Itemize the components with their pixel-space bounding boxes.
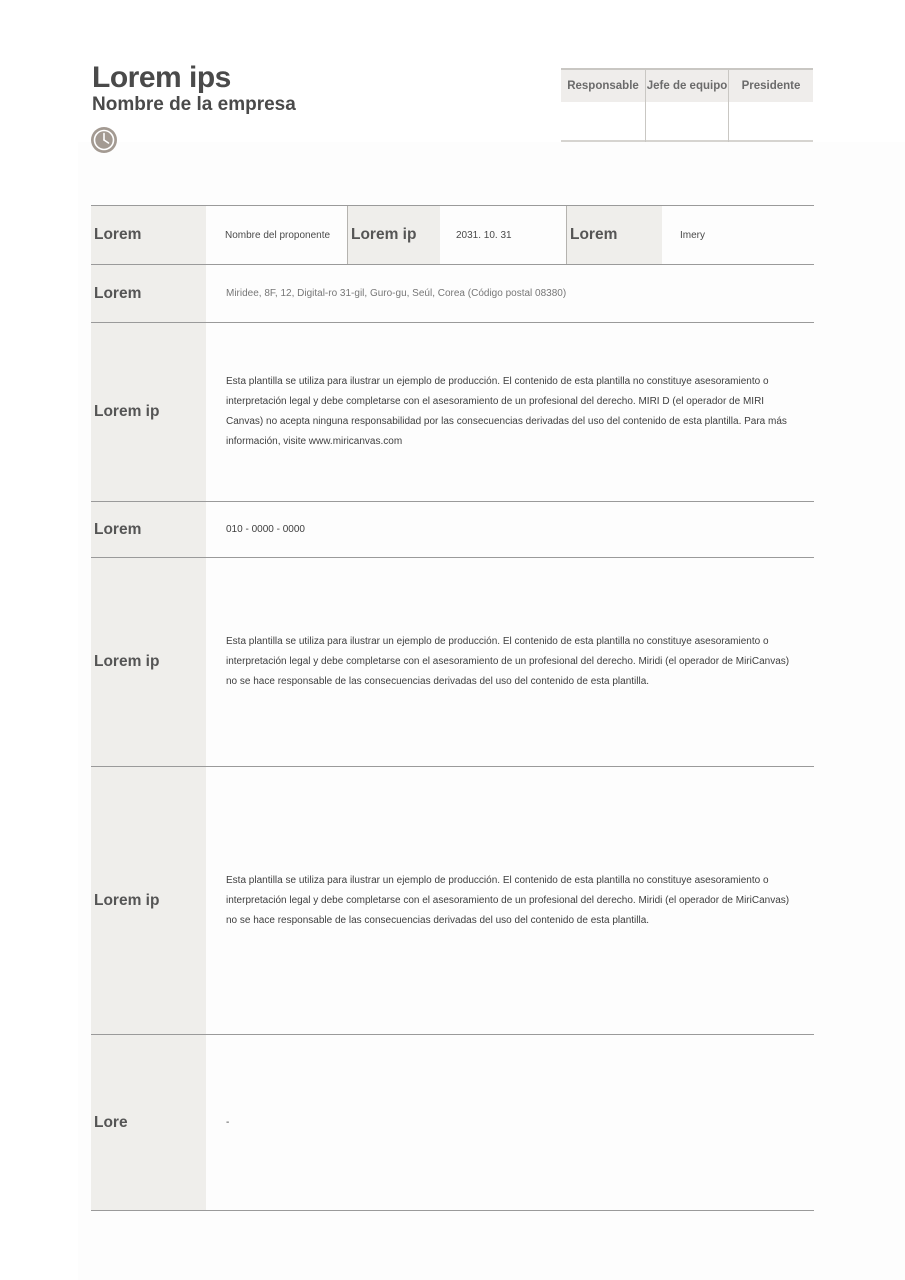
approval-col-responsable [561, 70, 645, 142]
signature-field[interactable] [729, 102, 813, 142]
field-label: Lorem [566, 206, 662, 264]
description-1-value[interactable] [206, 323, 814, 501]
field-label: Lorem ip [347, 206, 440, 264]
form-table [91, 205, 814, 1211]
form-row-description-1 [91, 323, 814, 502]
description-2-value[interactable] [206, 558, 814, 766]
notes-value[interactable]: - [226, 1116, 230, 1128]
signature-field[interactable] [561, 102, 645, 142]
clock-icon [90, 126, 118, 154]
form-row-phone [91, 502, 814, 558]
description-text: Esta plantilla se utiliza para ilustrar un ejemplo de producción. El contenido de esta plantilla no constituye asesoramiento o interpretación legal y debe completarse con el asesoramiento de un profesional del derecho. Miridi (el operador de MiriCanvas) no se hace responsable de las consecuencias derivadas del uso del contenido de esta plantilla. [226, 874, 790, 926]
phone-value[interactable]: 010 - 0000 - 0000 [226, 523, 305, 535]
field-label: Lorem [91, 265, 206, 322]
address-value[interactable]: Miridee, 8F, 12, Digital-ro 31-gil, Guro-gu, Seúl, Corea (Código postal 08380) [226, 287, 567, 299]
approval-col-presidente [728, 70, 813, 142]
signature-field[interactable] [646, 102, 728, 142]
document-title: Lorem ips [92, 61, 231, 94]
approval-header: Presidente [729, 70, 813, 102]
form-row-proposer [91, 206, 814, 265]
extra-value[interactable]: Imery [680, 229, 705, 241]
form-row-address [91, 265, 814, 323]
field-label: Lorem ip [91, 767, 206, 1034]
form-row-description-2 [91, 558, 814, 767]
form-row-description-3 [91, 767, 814, 1035]
company-name: Nombre de la empresa [92, 94, 296, 115]
date-value[interactable]: 2031. 10. 31 [456, 229, 512, 241]
field-label: Lorem ip [91, 558, 206, 766]
form-row-notes [91, 1035, 814, 1211]
approval-col-jefe [645, 70, 728, 142]
approval-header: Jefe de equipo [646, 70, 728, 102]
field-label: Lorem ip [91, 323, 206, 501]
field-label: Lore [91, 1035, 206, 1210]
description-text: Esta plantilla se utiliza para ilustrar un ejemplo de producción. El contenido de esta plantilla no constituye asesoramiento o interpretación legal y debe completarse con el asesoramiento de un profesional del derecho. Miridi (el operador de MiriCanvas) no se hace responsable de las consecuencias derivadas del uso del contenido de esta plantilla. [226, 636, 790, 687]
description-text: Esta plantilla se utiliza para ilustrar un ejemplo de producción. El contenido de esta plantilla no constituye asesoramiento o interpretación legal y debe completarse con el asesoramiento de un profesional del derecho. MIRI D (el operador de MIRI Canvas) no acepta ninguna responsabilidad por las consecuencias derivadas del uso del contenido de esta plantilla. Para más información, visite www.miricanvas.com [226, 376, 787, 447]
approval-box [561, 68, 813, 142]
field-label: Lorem [91, 502, 206, 557]
description-3-value[interactable] [206, 767, 814, 1034]
proposer-value[interactable]: Nombre del proponente [225, 229, 331, 241]
approval-header: Responsable [561, 70, 645, 102]
field-label: Lorem [91, 206, 206, 264]
